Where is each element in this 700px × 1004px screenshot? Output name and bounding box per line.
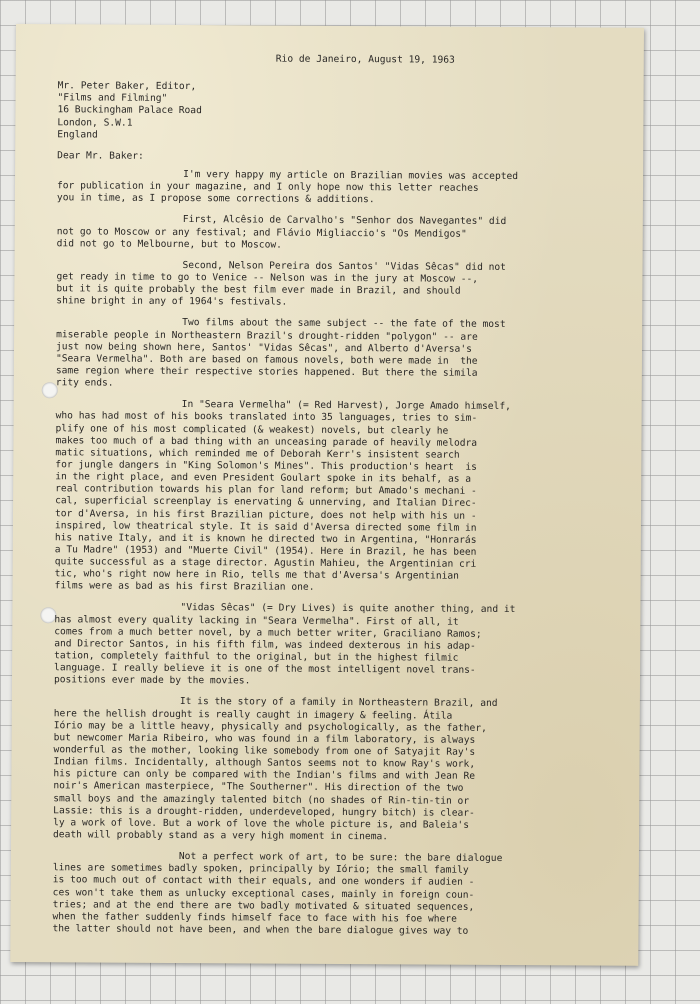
text-line: positions ever made by the movies. — [53, 674, 251, 687]
text-line: get ready in time to go to Venice -- Nelson was in the jury at Moscow --, — [56, 271, 479, 285]
text-line: for jungle dangers in "King Solomon's Mines". This production's heart is — [55, 459, 477, 473]
address-line: England — [57, 128, 98, 141]
text-line: here the hellish drought is really caught in imagery & feeling. Átila — [53, 707, 453, 722]
text-line: "Vidas Sêcas" (= Dry Lives) is quite another thing, and it — [180, 602, 516, 616]
address-line: 16 Buckingham Palace Road — [57, 104, 202, 117]
letter-sheet — [10, 24, 644, 966]
address-line: London, S.W.1 — [57, 116, 133, 129]
text-line: In "Seara Vermelha" (= Red Harvest), Jorge Amado himself, — [181, 399, 511, 413]
text-line: "Seara Vermelha". Both are based on famous novels, both were made in the — [55, 353, 478, 367]
text-line: death will probably stand as a very high moment in cinema. — [53, 829, 389, 843]
text-line: rity ends. — [55, 377, 114, 389]
text-line: did not go to Melbourne, but to Moscow. — [56, 237, 282, 251]
text-line: just now being shown here, Santos' "Vidas Sêcas", and Alberto d'Aversa's — [55, 340, 472, 355]
text-line: cal, superficial screenplay is enervating & unnerving, and Italian Direc- — [55, 495, 477, 510]
text-line: who has had most of his books translated into 35 languages, tries to sim- — [55, 410, 478, 425]
text-line: comes from a much better novel, by a much better writer, Graciliano Ramos; — [54, 626, 482, 640]
paragraph — [56, 259, 616, 311]
text-line: ces won't take them as unlucky exceptional cases, mainly in foreign coun- — [52, 886, 475, 901]
text-line: quite successful as a stage director. Agustin Mahieu, the Argentinian cri — [54, 556, 477, 570]
text-line: same region where their respective stories happened. But there the simila — [55, 365, 478, 379]
text-line: language. I really believe it is one of the most intelligent novel trans- — [54, 662, 476, 677]
text-line: lines are sometimes badly spoken, principally by Iório; the small family — [52, 862, 469, 877]
text-line: but it is quite probably the best film ever made in Brazil, and should — [56, 283, 461, 297]
letter-body — [52, 168, 617, 939]
text-line: I'm very happy my article on Brazilian movies was accepted — [183, 169, 519, 183]
typewritten-letter — [52, 52, 617, 939]
text-line: his native Italy, and it is known he directed two in Argentina, "Honrarás — [54, 532, 477, 546]
recipient-address — [57, 80, 617, 144]
text-line: First, Alcêsio de Carvalho's "Senhor dos Navegantes" did — [182, 214, 507, 228]
text-line: but newcomer Maria Ribeiro, who was found in a film laboratory, is always — [53, 732, 476, 746]
text-line: Lassie: this is a drought-ridden, underdeveloped, hungry bitch) is clear- — [53, 804, 475, 819]
text-line: matic situations, which reminded me of Deborah Kerr's insistent search — [55, 447, 460, 461]
text-line: makes too much of a bad thing with an unceasing parade of heavily melodra — [55, 434, 478, 449]
text-line: in the right place, and even President Goulart spoke in its behalf, as a — [55, 471, 472, 485]
text-line: inspired, low theatrical style. It is said d'Aversa directed some film in — [54, 519, 477, 534]
text-line: tor d'Aversa, in his first Brazilian picture, does not help with his un - — [54, 507, 477, 522]
text-line: is too much out of contact with their equals, and one wonders if audien - — [52, 874, 475, 889]
salutation: Dear Mr. Baker: — [57, 150, 144, 162]
text-line: small boys and the amazingly talented bitch (no shades of Rin-tin-tin or — [53, 792, 470, 807]
text-line: Two films about the same subject -- the fate of the most — [182, 317, 506, 331]
address-line: Mr. Peter Baker, Editor, — [57, 80, 197, 93]
paragraph — [52, 850, 613, 938]
text-line: not go to Moscow or any festival; and Flávio Migliaccio's "Os Mendigos" — [56, 225, 467, 240]
paragraph — [55, 398, 616, 596]
text-line: It is the story of a family in Northeastern Brazil, and — [179, 696, 498, 710]
paragraph — [57, 168, 617, 208]
text-line: Indian films. Incidentally, although Santos seems not to know Ray's work, — [53, 756, 476, 770]
paragraph — [54, 602, 615, 690]
address-line: "Films and Filming" — [57, 92, 168, 105]
text-line: wonderful as the mother, looking like somebody from one of Satyajit Ray's — [53, 744, 476, 758]
text-line: the latter should not have been, and when the bare dialogue gives way to — [52, 923, 469, 937]
text-line: and Director Santos, in his fifth film, was indeed dexterous in his adap- — [54, 638, 476, 652]
paragraph — [57, 214, 617, 254]
text-line: for publication in your magazine, and I only hope now this letter reaches — [56, 180, 479, 194]
text-line: noir's American masterpiece, "The Southerner". His direction of the two — [53, 780, 464, 795]
text-line: Iório may be a little heavy, physically and psychologically, as the father, — [53, 719, 487, 734]
text-line: his picture can only be compared with the Indian's films and with Jean Re — [53, 768, 476, 783]
text-line: when the father suddenly finds himself face to face with his foe where — [52, 911, 457, 925]
text-line: miserable people in Northeastern Brazil's drought-ridden "polygon" -- are — [56, 328, 478, 343]
text-line: has almost every quality lacking in "Seara Vermelha". First of all, it — [54, 613, 459, 628]
text-line: Second, Nelson Pereira dos Santos' "Vidas Sêcas" did not — [182, 259, 507, 273]
paragraph — [56, 317, 616, 393]
text-line: a Tu Madre" (1953) and "Muerte Civil" (1954). Here in Brazil, he has been — [54, 544, 477, 558]
text-line: shine bright in any of 1964's festivals. — [56, 295, 288, 308]
paragraph — [53, 696, 614, 845]
letter-date: Rio de Janeiro, August 19, 1963 — [275, 53, 455, 66]
text-line: plify one of his most complicated (& weakest) novels, but clearly he — [55, 422, 449, 437]
text-line: tation, completely faithful to the original, but in the highest filmic — [54, 650, 459, 664]
text-line: tries; and at the end there are two badly motivated & situated sequences, — [52, 898, 475, 913]
text-line: tic, who's right now here in Rio, tells me that d'Aversa's Argentinian — [54, 568, 459, 582]
text-line: films were as bad as his first Brazilian one. — [54, 580, 315, 594]
text-line: you in time, as I propose some corrections & additions. — [56, 192, 375, 206]
text-line: ly a work of love. But a work of love the whole picture is, and Baleia's — [53, 817, 470, 831]
text-line: Not a perfect work of art, to be sure: the bare dialogue — [178, 851, 503, 865]
text-line: real contribution towards his plan for land reform; but Amado's mechani - — [55, 483, 477, 498]
